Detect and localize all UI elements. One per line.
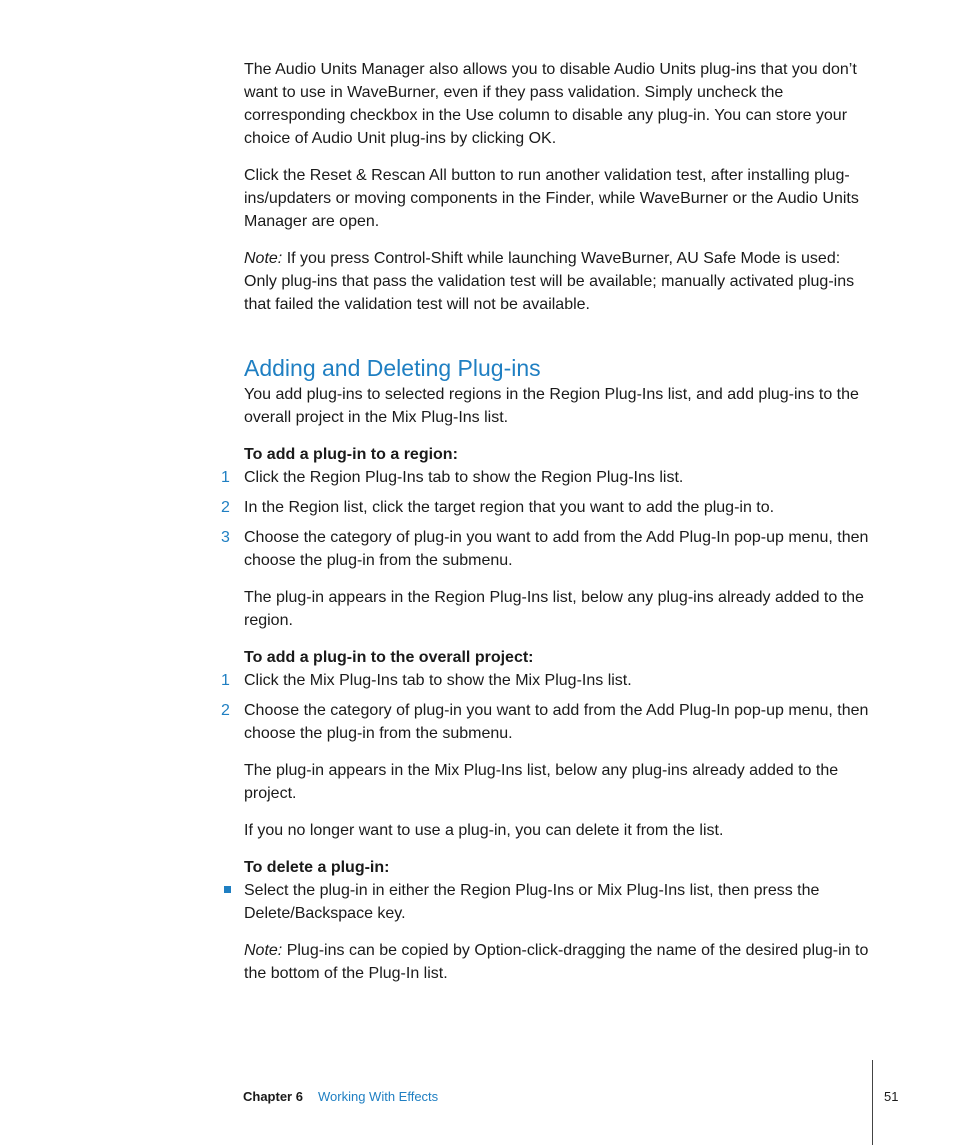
body-paragraph: Click the Reset & Rescan All button to run another validation test, after installing plug-ins/updaters or moving components in the Finder, while WaveBurner or the Audio Units Manager are open. [244, 167, 859, 230]
task-lead-delete: To delete a plug-in: [244, 859, 390, 876]
page-number: 51 [884, 1089, 899, 1104]
step-number: 2 [221, 702, 230, 719]
step-text: Click the Region Plug-Ins tab to show the Region Plug-Ins list. [244, 469, 684, 486]
bullet-text: Select the plug-in in either the Region Plug-Ins or Mix Plug-Ins list, then press the Delete/Backspace key. [244, 882, 820, 922]
task-lead-region: To add a plug-in to a region: [244, 446, 458, 463]
step-text: In the Region list, click the target region that you want to add the plug-in to. [244, 499, 775, 516]
step-number: 2 [221, 499, 230, 516]
step-number: 1 [221, 672, 230, 689]
task-lead-project: To add a plug-in to the overall project: [244, 649, 534, 666]
note-paragraph [244, 247, 876, 316]
step-text: Click the Mix Plug-Ins tab to show the Mix Plug-Ins list. [244, 672, 632, 689]
note-text: Plug-ins can be copied by Option-click-dragging the name of the desired plug-in to the bottom of the Plug-In list. [244, 942, 869, 982]
step-text: Choose the category of plug-in you want to add from the Add Plug-In pop-up menu, then choose the plug-in from the submenu. [244, 529, 869, 569]
section-heading: Adding and Deleting Plug-ins [244, 355, 541, 381]
bullet-icon [224, 886, 231, 893]
note-label: Note: [244, 942, 283, 959]
note-text: If you press Control-Shift while launching WaveBurner, AU Safe Mode is used: Only plug-ins that pass the validation test will be available; manually activated plug-ins that failed the validation test will not be available. [244, 250, 855, 313]
step-number: 1 [221, 469, 230, 486]
footer-chapter-title: Working With Effects [318, 1089, 439, 1104]
note-label: Note: [244, 250, 283, 267]
step-result: The plug-in appears in the Mix Plug-Ins list, below any plug-ins already added to the project. [244, 762, 839, 802]
step-result: The plug-in appears in the Region Plug-Ins list, below any plug-ins already added to the region. [244, 589, 864, 629]
body-paragraph: If you no longer want to use a plug-in, you can delete it from the list. [244, 822, 724, 839]
step-number: 3 [221, 529, 230, 546]
note-paragraph [244, 939, 876, 985]
footer-chapter: Chapter 6 [243, 1089, 303, 1104]
step-text: Choose the category of plug-in you want to add from the Add Plug-In pop-up menu, then choose the plug-in from the submenu. [244, 702, 869, 742]
section-intro: You add plug-ins to selected regions in the Region Plug-Ins list, and add plug-ins to the overall project in the Mix Plug-Ins list. [244, 386, 859, 426]
footer-divider [872, 1060, 873, 1145]
body-paragraph: The Audio Units Manager also allows you to disable Audio Units plug-ins that you don’t want to use in WaveBurner, even if they pass validation. Simply uncheck the corresponding checkbox in the Use column to disable any plug-in. You can store your choice of Audio Unit plug-ins by clicking OK. [244, 61, 857, 147]
